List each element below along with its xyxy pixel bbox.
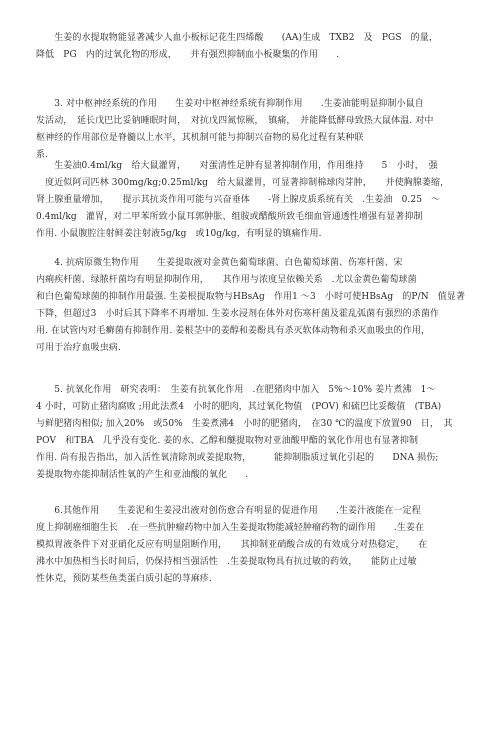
text-line: 枢神经的作用部位是脊髓以上水平，其机制可能与抑制兴奋物的易化过程有某种联 <box>36 133 364 143</box>
paragraph-other-effects <box>36 503 468 588</box>
text-line: 6.其他作用 生姜泥和生姜浸出液对创伤愈合有明显的促进作用 .生姜汁液能在一定程 <box>36 506 421 516</box>
text-line: 内痢疾杆菌、绿脓杆菌均有明显抑制作用， 其作用与浓度呈依赖关系 .尤以金黄色葡萄球菌 <box>36 275 417 285</box>
text-line: 生姜油0.4ml/kg 给大鼠灌胃， 对蛋清性足肿有显著抑制作用，作用维持 5 小时， 强 <box>36 161 438 171</box>
text-line: 发活动， 延长戊巴比妥钠睡眠时间， 对抗戊四氮惊厥， 镇痛， 并能降低酵母致热大鼠体温. 对中 <box>36 116 434 126</box>
text-line: POV 和TBA 几乎没有变化. 姜的水、乙醇和醚提取物对亚油酸甲酯的氧化作用也有显著抑制 <box>36 436 419 446</box>
paragraph-antimicrobial <box>36 255 468 357</box>
text-line: 生姜的水提取物能显著减少人血小板标记花生四烯酸 (AA)生成 TXB2 及 PGS 的量， <box>36 33 438 43</box>
text-line: 模拟胃液条件下对亚硝化反应有明显阻断作用， 其抑制亚硝酸合成的有效成分对热稳定， 在 <box>36 540 428 550</box>
text-line: 3. 对中枢神经系统的作用 生姜对中枢神经系统有抑制作用 .生姜油能明显抑制小鼠自 <box>36 99 424 109</box>
text-line: 肾上腺重量增加， 提示其抗炎作用可能与兴奋垂体 -肾上腺皮质系统有关 .生姜油 0.25 ～ <box>36 195 441 205</box>
text-line: 4. 抗病原微生物作用 生姜提取液对金黄色葡萄球菌、白色葡萄球菌、伤寒杆菌、宋 <box>36 258 403 268</box>
text-line: 和白色葡萄球菌的抑制作用最强. 生姜根提取物与HBsAg 作用1 ～3 小时可使HBsAg 的P/N 值显著 <box>36 292 466 302</box>
paragraph-platelet-effects <box>36 30 468 64</box>
paragraph-cns-effects <box>36 96 468 164</box>
text-line: 系. <box>36 150 49 160</box>
text-line: 5. 抗氧化作用 研究表明： 生姜有抗氧化作用 .在肥猪肉中加入 5%～10% 姜片煮沸 1～ <box>36 385 436 395</box>
text-line: 与鲜肥猪肉相似; 加入20% 或50% 生姜煮沸4 小时的肥猪肉， 在30 ℃的温度下放置90 日， 其 <box>36 419 453 429</box>
text-line: 度上抑制癌细胞生长 .在一些抗肿瘤药物中加入生姜提取物能减轻肿瘤药物的副作用 .生姜在 <box>36 523 425 533</box>
text-line: 姜提取物亦能抑制活性氧的产生和亚油酸的氧化 . <box>36 470 249 480</box>
paragraph-anti-inflammatory <box>36 158 468 243</box>
text-line: 4 小时，可防止猪肉腐败 ;用此法煮4 小时的肥肉，其过氧化物值 (POV) 和硫巴比妥酸值 (TBA) <box>36 402 442 412</box>
text-line: 0.4ml/kg 灌胃，对二甲苯所致小鼠耳郭肿胀、组胺或醋酸所致毛细血管通透性增强有显著抑制 <box>36 212 423 222</box>
paragraph-antioxidant <box>36 382 468 484</box>
text-line: 下降，但超过3 小时后其下降率不再增加. 生姜水浸剂在体外对伤寒杆菌及霍乱弧菌有强烈的杀菌作 <box>36 309 440 319</box>
text-line: 沸水中加热相当长时间后，仍保持相当强活性 .生姜提取物具有抗过敏的药效， 能防止过敏 <box>36 557 417 567</box>
text-line: 降低 PG 内的过氧化物的形成， 并有强烈抑制血小板聚集的作用 . <box>36 50 340 60</box>
text-line: 性休克，预防某些鱼类蛋白质引起的荨麻疹. <box>36 574 212 584</box>
text-line: 作用. 小鼠腹腔注射鲜姜注射液5g/kg 或10g/kg，有明显的镇痛作用. <box>36 229 322 239</box>
text-line: 用. 在试管内对毛癣菌有抑制作用. 姜根茎中的姜醇和姜酚具有杀灭软体动物和杀灭血吸虫的作用， <box>36 326 431 336</box>
text-line: 可用于治疗血吸虫病. <box>36 343 121 353</box>
text-line: 作用. 尚有报告指出，加入活性氧清除剂或姜提取物， 能抑制脂质过氧化引起的 DNA 损伤; <box>36 453 439 463</box>
text-line: 度近似阿司匹林 300mg/kg;0.25ml/kg 给大鼠灌胃，可显著抑制棉球肉芽肿， 并使胸腺萎缩， <box>36 178 450 188</box>
